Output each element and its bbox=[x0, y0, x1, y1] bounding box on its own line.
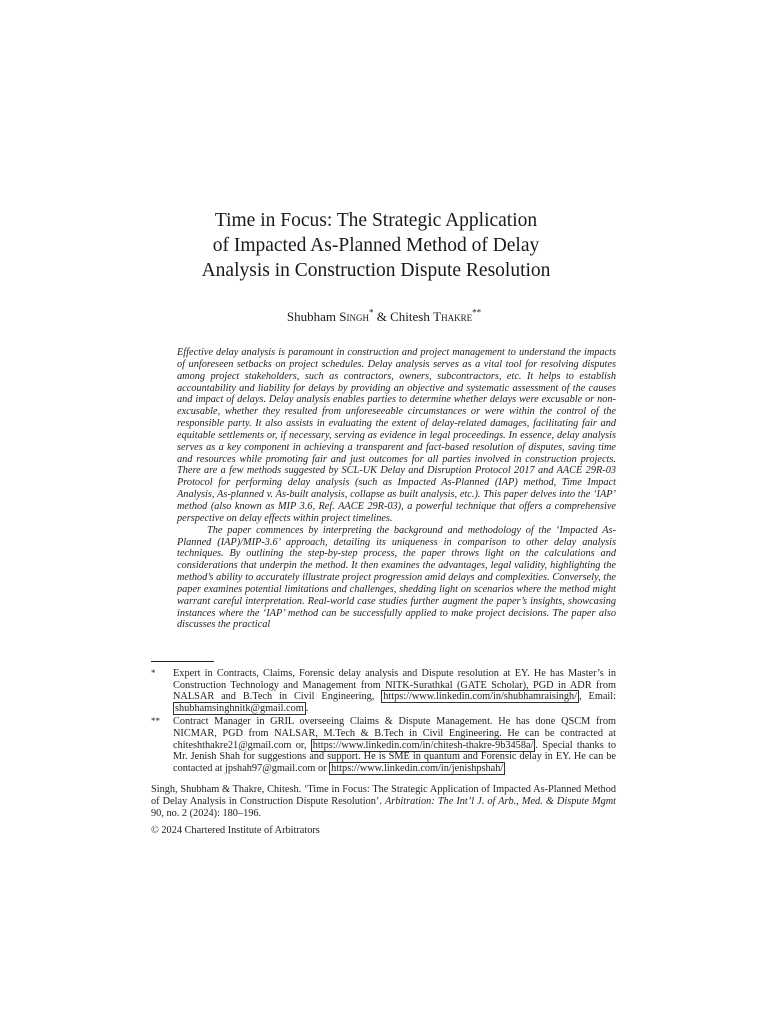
author-2-family: Thakre bbox=[433, 309, 473, 324]
title-line-2: of Impacted As-Planned Method of Delay bbox=[212, 235, 540, 256]
author-2-given: Chitesh bbox=[390, 309, 430, 324]
author-1-family: Singh bbox=[339, 309, 370, 324]
footnote-1-email-link[interactable]: shubhamsinghnitk@gmail.com bbox=[175, 702, 304, 714]
paper-title bbox=[140, 208, 612, 283]
citation-volume: 90, no. 2 (2024): 180–196. bbox=[151, 807, 262, 819]
abstract bbox=[177, 347, 616, 631]
footnote-1-linkedin-link[interactable]: https://www.linkedin.com/in/shubhamraisingh/ bbox=[383, 691, 578, 703]
copyright-notice: © 2024 Chartered Institute of Arbitrators bbox=[151, 825, 320, 836]
footnote-1-body: Expert in Contracts, Claims, Forensic delay analysis and Dispute resolution at EY. He has Master’s in Construction Technology and Management from NITK-Surathkal (GATE Scholar), PGD in ADR from NALSAR and B.Tech in Civil Engineering, bbox=[173, 668, 616, 703]
footnote-2-jenish-link[interactable]: https://www.linkedin.com/in/jenishpshah/ bbox=[331, 762, 504, 774]
footnote-1-email-label: Email: bbox=[588, 691, 616, 703]
citation bbox=[151, 784, 616, 819]
citation-journal: Arbitration: The Int’l J. of Arb., Med. & Dispute Mgmt bbox=[384, 795, 617, 807]
footnote-1-text: Expert in Contracts, Claims, Forensic delay analysis and Dispute resolution at EY. He has Master’s in Construction Technology and Management from NITK-Surathkal (GATE Scholar), PGD in ADR from NALSAR and B.Tech in Civil Engineering, https://www.linkedin.com/in/shubhamraisingh/ , Email: shubhamsinghnitk@gmail.com . bbox=[173, 668, 616, 714]
footnote-2-text bbox=[173, 716, 616, 774]
footnote-rule bbox=[151, 661, 214, 662]
footnote-2 bbox=[151, 716, 616, 774]
author-connector: & bbox=[376, 309, 387, 324]
footnote-2-mark: ** bbox=[151, 716, 160, 727]
citation-text: Singh, Shubham & Thakre, Chitesh. ‘Time in Focus: The Strategic Application of Impacted As-Planned Method of Delay Analysis in Construction Dispute Resolution’. bbox=[151, 784, 616, 807]
title-line-3: Analysis in Construction Dispute Resolution bbox=[201, 260, 551, 281]
abstract-paragraph-1: Effective delay analysis is paramount in construction and project management to understand the impacts of unforeseen setbacks on project schedules. Delay analysis serves as a vital tool for resolving disputes among project stakeholders, such as contractors, owners, subcontractors, etc. It helps to establish accountability and liability for delays by providing an objective and systematic assessment of the causes and impact of delays. Delay analysis enables parties to determine whether delays were excusable or non-excusable, whether they resulted from unforeseeable circumstances or were within the control of the responsible party. It also assists in evaluating the extent of delay-related damages, facilitating fair and equitable settlements or, if necessary, serving as evidence in legal proceedings. In essence, delay analysis serves as a key component in achieving a transparent and fact-based resolution of disputes, saving time and resources while promoting fair and just outcomes for all parties involved in construction projects. There are a few methods suggested by SCL-UK Delay and Disruption Protocol 2017 and AACE 29R-03 Protocol for performing delay analysis (such as Impacted As-Planned (IAP) method, Time Impact Analysis, As-planned v. As-built analysis, collapse as built analysis, etc.). This paper delves into the ‘IAP’ method (also known as MIP 3.6, Ref. AACE 29R-03), a powerful technique that offers a comprehensive perspective on delay effects within project timelines. bbox=[177, 347, 616, 524]
footnote-2-body-a: Contract Manager in GRIL overseeing Claims & Dispute Management. He has done QSCM from NICMAR, PGD from NALSAR, M.Tech & B.Tech in Civil Engineering. He can be contracted at chiteshthakre21@gmail.com or, bbox=[173, 716, 616, 751]
abstract-paragraph-2: The paper commences by interpreting the background and methodology of the ‘Impacted As-Planned (IAP)/MIP-3.6’ approach, detailing its uniqueness in comparison to other delay analysis techniques. By outlining the step-by-step process, the paper throws light on the calculations and considerations that underpin the method. It then examines the advantages, legal validity, highlighting the method’s ability to accurately illustrate project progression amid delays and complexities. Conversely, the paper examines potential limitations and challenges, shedding light on scenarios where the method might warrant careful interpretation. Real-world case studies further augment the paper’s insights, showcasing instances where the ‘IAP’ method can be successfully applied to make project decisions. The paper also discusses the practical bbox=[177, 524, 616, 631]
footnote-1 bbox=[151, 668, 616, 714]
author-1-footnote-mark: * bbox=[369, 307, 374, 318]
author-2-footnote-mark: ** bbox=[472, 307, 482, 318]
author-1-given: Shubham bbox=[286, 309, 337, 324]
title-line-1: Time in Focus: The Strategic Application bbox=[214, 210, 538, 231]
footnotes bbox=[151, 668, 616, 776]
footnote-1-mark: * bbox=[151, 668, 156, 678]
footnote-2-linkedin-link[interactable]: https://www.linkedin.com/in/chitesh-thakre-9b3458a/ bbox=[312, 739, 534, 751]
author-line bbox=[0, 309, 768, 325]
footnote-2-body-b: . Special thanks to Mr. Jenish Shah for suggestions and support. He is SME in quantum and Forensic delay in EY. He can be contacted at jpshah97@gmail.com or bbox=[173, 739, 616, 774]
